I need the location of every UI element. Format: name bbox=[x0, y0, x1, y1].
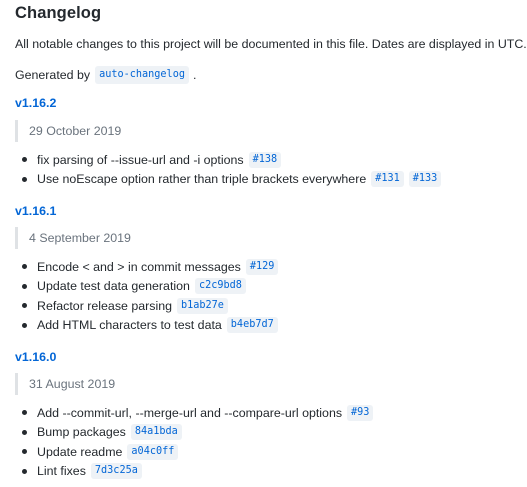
change-text: Encode < and > in commit messages bbox=[37, 259, 241, 274]
change-text: fix parsing of --issue-url and -i options bbox=[37, 152, 244, 167]
commit-ref-link[interactable]: a04c0ff bbox=[127, 444, 178, 460]
release-version-link[interactable]: v1.16.0 bbox=[15, 350, 57, 364]
change-item bbox=[22, 442, 373, 462]
generated-by-label: Generated by bbox=[15, 68, 91, 82]
commit-ref-link[interactable]: 84a1bda bbox=[131, 424, 182, 440]
change-item bbox=[22, 296, 278, 316]
intro-text: All notable changes to this project will be documented in this file. Dates are displayed in UTC. bbox=[15, 37, 527, 51]
change-item bbox=[22, 316, 278, 336]
release-change-list bbox=[22, 150, 441, 189]
change-item bbox=[22, 403, 373, 423]
bullet-icon bbox=[22, 469, 27, 474]
change-item bbox=[22, 170, 441, 190]
change-text: Refactor release parsing bbox=[37, 298, 172, 313]
issue-ref-link[interactable]: #93 bbox=[347, 405, 373, 421]
bullet-icon bbox=[22, 177, 27, 182]
bullet-icon bbox=[22, 284, 27, 289]
bullet-icon bbox=[22, 430, 27, 435]
change-text: Update readme bbox=[37, 444, 123, 459]
change-text: Lint fixes bbox=[37, 464, 86, 479]
change-item bbox=[22, 277, 278, 297]
generator-tool-code[interactable]: auto-changelog bbox=[95, 66, 189, 84]
generated-by-suffix: . bbox=[192, 68, 197, 82]
change-text: Add --commit-url, --merge-url and --compare-url options bbox=[37, 405, 343, 420]
change-text: Use noEscape option rather than triple brackets everywhere bbox=[37, 172, 367, 187]
commit-ref-link[interactable]: c2c9bd8 bbox=[195, 278, 246, 294]
change-item bbox=[22, 257, 278, 277]
change-item bbox=[22, 150, 441, 170]
issue-ref-link[interactable]: #129 bbox=[246, 259, 279, 275]
change-text: Update test data generation bbox=[37, 279, 190, 294]
release-date: 29 October 2019 bbox=[15, 120, 121, 142]
page-title: Changelog bbox=[15, 4, 102, 22]
release-date: 4 September 2019 bbox=[15, 227, 131, 249]
generated-by-line bbox=[15, 66, 196, 84]
bullet-icon bbox=[22, 449, 27, 454]
commit-ref-link[interactable]: b4eb7d7 bbox=[227, 317, 278, 333]
change-item bbox=[22, 462, 373, 482]
release-version-link[interactable]: v1.16.2 bbox=[15, 96, 57, 110]
bullet-icon bbox=[22, 303, 27, 308]
issue-ref-link[interactable]: #133 bbox=[409, 171, 442, 187]
release-date: 31 August 2019 bbox=[15, 373, 115, 395]
commit-ref-link[interactable]: 7d3c25a bbox=[91, 463, 142, 479]
release-version-link[interactable]: v1.16.1 bbox=[15, 204, 57, 218]
bullet-icon bbox=[22, 264, 27, 269]
issue-ref-link[interactable]: #138 bbox=[249, 152, 282, 168]
change-item bbox=[22, 423, 373, 443]
change-text: Add HTML characters to test data bbox=[37, 318, 222, 333]
bullet-icon bbox=[22, 157, 27, 162]
commit-ref-link[interactable]: b1ab27e bbox=[177, 298, 228, 314]
release-change-list bbox=[22, 257, 278, 335]
release-change-list bbox=[22, 403, 373, 481]
change-text: Bump packages bbox=[37, 425, 126, 440]
bullet-icon bbox=[22, 410, 27, 415]
issue-ref-link[interactable]: #131 bbox=[371, 171, 404, 187]
bullet-icon bbox=[22, 323, 27, 328]
